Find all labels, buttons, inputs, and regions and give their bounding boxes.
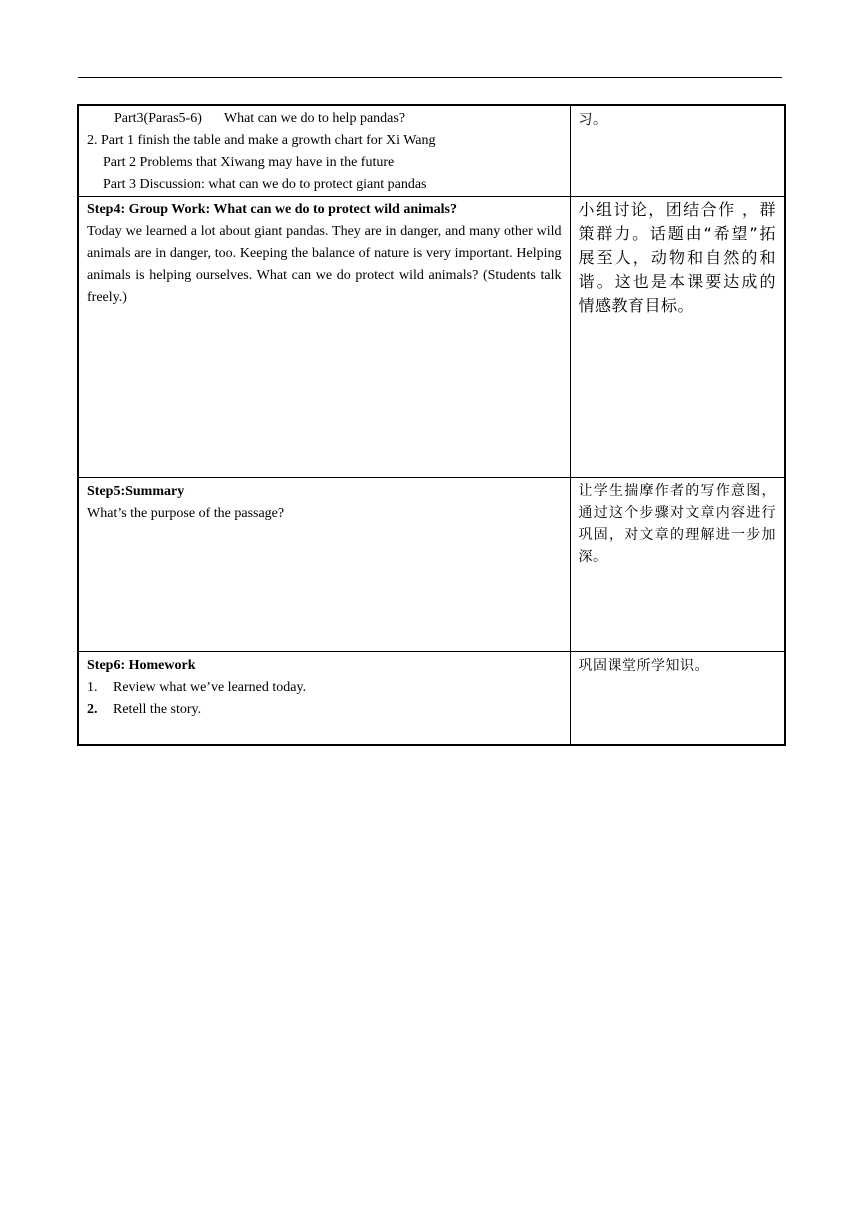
intent-cell: [570, 478, 785, 652]
procedure-cell: [78, 197, 570, 478]
header-rule: [78, 77, 782, 78]
intent-note: 习。: [578, 112, 608, 128]
table-row: [78, 478, 785, 652]
table-row: [78, 197, 785, 478]
part3-line: Part3(Paras5-6) What can we do to help pandas?: [114, 111, 406, 126]
table-row: [78, 652, 785, 745]
lesson-plan-table: [77, 104, 786, 746]
intent-cell: [570, 105, 785, 197]
list-item: 1. Review what we’ve learned today.: [87, 680, 307, 695]
step5-heading: Step5:Summary: [87, 484, 185, 499]
step4-body: Today we learned a lot about giant pandas. They are in danger, and many other wild animals are in danger, too. Keeping the balance of nature is very important. Helping animals is helping ourselves. What can we do protect wild animals? (Students talk freely.): [87, 224, 562, 305]
task-line: 2. Part 1 finish the table and make a growth chart for Xi Wang: [87, 133, 436, 148]
intent-note: 小组讨论，团结合作 ，群策群力。话题由“希望”拓展至人，动物和自然的和谐。这也是本课要达成的情感教育目标。: [578, 200, 776, 315]
step5-body: What’s the purpose of the passage?: [87, 506, 285, 521]
procedure-cell: [78, 105, 570, 197]
list-item: 2. Retell the story.: [87, 702, 202, 717]
intent-note: 让学生揣摩作者的写作意图，通过这个步骤对文章内容进行巩固，对文章的理解进一步加深。: [578, 483, 776, 565]
step4-heading: Step4: Group Work: What can we do to protect wild animals?: [87, 202, 457, 217]
step6-heading: Step6: Homework: [87, 658, 196, 673]
intent-cell: [570, 652, 785, 745]
intent-cell: [570, 197, 785, 478]
task-part3-line: Part 3 Discussion: what can we do to protect giant pandas: [103, 177, 427, 192]
table-row: [78, 105, 785, 197]
intent-note: 巩固课堂所学知识。: [578, 658, 709, 674]
procedure-cell: [78, 478, 570, 652]
procedure-cell: [78, 652, 570, 745]
task-part2-line: Part 2 Problems that Xiwang may have in the future: [103, 155, 395, 170]
